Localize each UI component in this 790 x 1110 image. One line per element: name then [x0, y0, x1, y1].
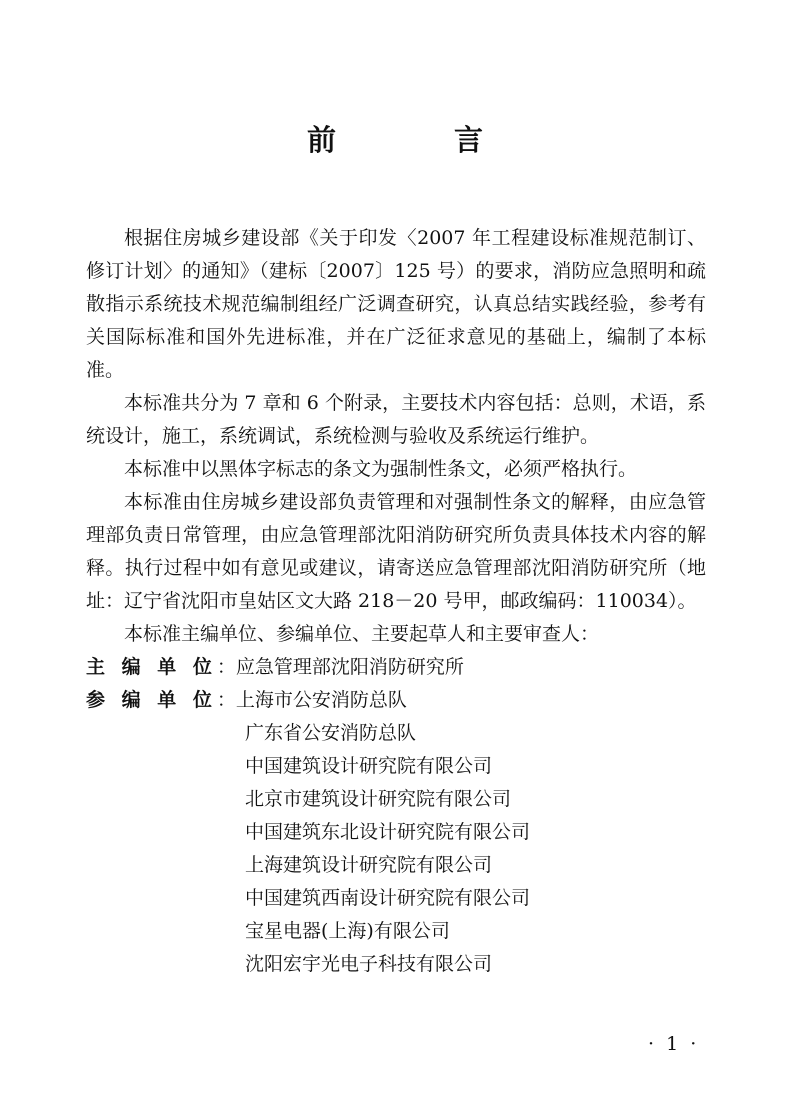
chief-unit-label: 主 编 单 位 [86, 656, 217, 678]
list-item: 中国建筑西南设计研究院有限公司 [245, 887, 531, 909]
paragraph-basis: 根据住房城乡建设部《关于印发〈2007 年工程建设标准规范制订、修订计划〉的通知》（建标〔2007〕125 号）的要求，消防应急照明和疏散指示系统技术规范编制组经广泛调查研究，认真总结实践经验，参考有关国际标准和国外先进标准，并在广泛征求意见的基础上，编制了本标准。 [86, 227, 706, 381]
paragraph-management: 本标准由住房城乡建设部负责管理和对强制性条文的解释，由应急管理部负责日常管理，由应急管理部沈阳消防研究所负责具体技术内容的解释。执行过程中如有意见或建议，请寄送应急管理部沈阳消防研究所（地址：辽宁省沈阳市皇姑区文大路 218－20 号甲，邮政编码：110034）。 [86, 491, 706, 612]
list-item: 宝星电器(上海)有限公司 [245, 920, 450, 942]
list-item: 沈阳宏宇光电子科技有限公司 [245, 953, 493, 975]
list-item: 中国建筑设计研究院有限公司 [245, 755, 493, 777]
page-title: 前 言 [306, 123, 538, 157]
list-item: 北京市建筑设计研究院有限公司 [245, 788, 512, 810]
paragraph-contents: 本标准共分为 7 章和 6 个附录，主要技术内容包括：总则，术语，系统设计，施工，系统调试，系统检测与验收及系统运行维护。 [86, 392, 706, 447]
list-item: 上海建筑设计研究院有限公司 [245, 854, 493, 876]
participating-unit-list [86, 717, 706, 981]
chief-unit-row [86, 651, 706, 684]
paragraph-units-intro: 本标准主编单位、参编单位、主要起草人和主要审查人： [124, 623, 600, 645]
document-body [86, 222, 706, 981]
paragraph-mandatory: 本标准中以黑体字标志的条文为强制性条文，必须严格执行。 [124, 458, 638, 480]
chief-unit-value: ：应急管理部沈阳消防研究所 [216, 656, 464, 678]
participating-unit-label: 参 编 单 位 [86, 689, 217, 711]
participating-unit-first: ：上海市公安消防总队 [216, 689, 407, 711]
list-item: 中国建筑东北设计研究院有限公司 [245, 821, 531, 843]
page-number: · 1 · [648, 1033, 700, 1055]
participating-unit-row [86, 684, 706, 717]
list-item: 广东省公安消防总队 [245, 722, 417, 744]
